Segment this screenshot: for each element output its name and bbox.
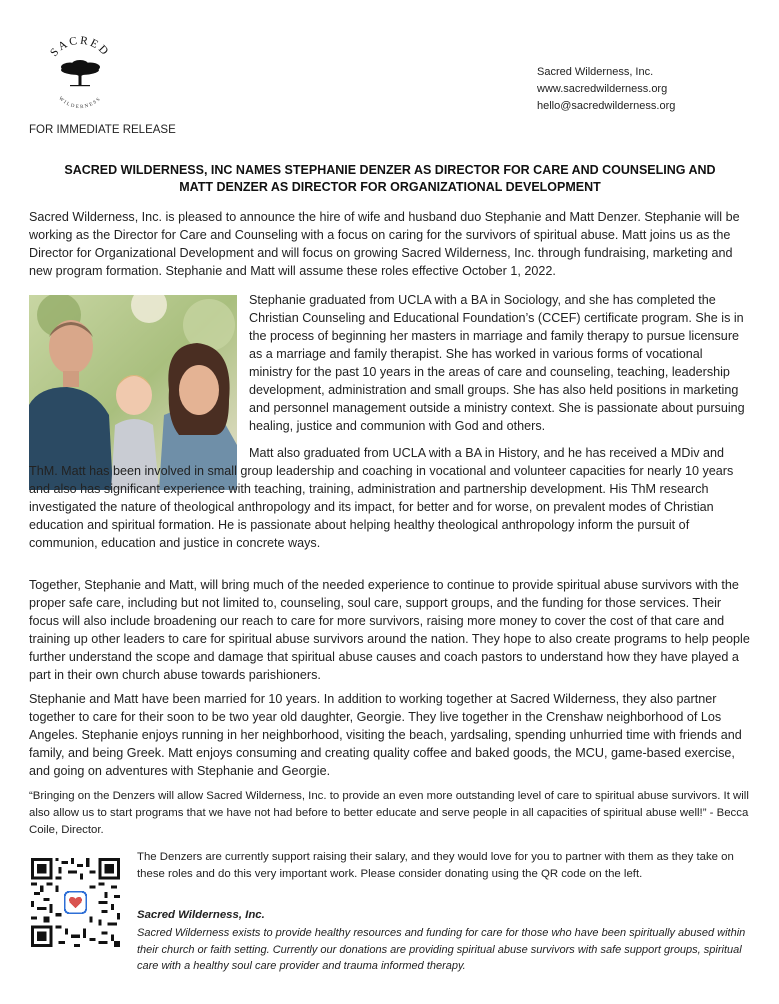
headline-line-2: MATT DENZER AS DIRECTOR FOR ORGANIZATIONAL DEVELOPMENT [179, 180, 601, 194]
contact-website-link[interactable]: www.sacredwilderness.org [537, 83, 668, 95]
logo-bottom-text: WILDERNESS [57, 96, 103, 111]
donation-qr-code[interactable] [31, 858, 120, 947]
contact-block [537, 64, 675, 115]
matt-paragraph: Matt also graduated from UCLA with a BA in History, and he has received a MDiv and ThM. Matt has been involved in small group leadership and coaching in vocational and volunteer capacities for nearly 10 years and also has significant experience with teaching, training, administration and partnership development. His ThM research investigated the nature of theological anthropology and its impact, for better and for worse, on prevalent modes of Christian education and spiritual formation. He is passionate about helping healthy theological anthropology inform the pursuit of communion, education and justice in concrete ways. [29, 446, 734, 550]
tree-icon [38, 30, 122, 112]
intro-paragraph: Sacred Wilderness, Inc. is pleased to announce the hire of wife and husband duo Stephanie and Matt Denzer. Stephanie will be working as the Director for Care and Counseling with a focus on caring for the survivors of spiritual abuse. Matt joins us as the Director for Organizational Development and will focus on growing Sacred Wilderness, Inc. through fundraising, marketing and new program formation. Stephanie and Matt will assume these roles effective October 1, 2022. [29, 210, 740, 278]
contact-email-link[interactable]: hello@sacredwilderness.org [537, 100, 676, 112]
director-quote: “Bringing on the Denzers will allow Sacred Wilderness, Inc. to provide an even more outstanding level of care to spiritual abuse survivors. It will also allow us to start programs that we have not had before to better educate and serve people in all capacities of spiritual abuse well!” - Becca Coile, Director. [29, 790, 749, 836]
release-label: FOR IMMEDIATE RELEASE [29, 124, 176, 136]
headline-line-1: SACRED WILDERNESS, INC NAMES STEPHANIE DENZER AS DIRECTOR FOR CARE AND COUNSELING AND [64, 163, 716, 177]
stephanie-paragraph: Stephanie graduated from UCLA with a BA in Sociology, and she has completed the Christian Counseling and Educational Foundation’s (CCEF) certificate program. She is in the process of beginning her masters in marriage and family therapy to pursue licensure as a marriage and family therapist. She has worked in various forms of vocational ministry for the past 10 years in the areas of care and counseling, teaching, leadership development, administration and small groups. She has also held positions in marketing and personnel management outside a ministry context. She is passionate about pursuing healing, justice and communion with God and others. [249, 293, 745, 433]
donation-appeal: The Denzers are currently support raising their salary, and they would love for you to partner with them as they take on these roles and do this very important work. Please consider donating using the QR code on the left. [137, 851, 734, 880]
footer-org-name: Sacred Wilderness, Inc. [137, 909, 265, 921]
sacred-wilderness-logo [38, 30, 122, 112]
logo-top-text: SACRED [48, 34, 112, 60]
contact-org: Sacred Wilderness, Inc. [537, 66, 654, 78]
family-paragraph: Stephanie and Matt have been married for 10 years. In addition to working together at Sacred Wilderness, they also partner together to care for their soon to be two year old daughter, Georgie. They live together in the Crenshaw neighborhood of Los Angeles. Stephanie enjoys running in her neighborhood, visiting the beach, yardsaling, spending unhurried time with friends and family, and being Greek. Matt enjoys consuming and creating quality coffee and baked goods, the MCU, game-based exercise, and going on adventures with Stephanie and Georgie. [29, 692, 742, 778]
footer-mission: Sacred Wilderness exists to provide healthy resources and funding for care for those who have been spiritually abused within their church or faith setting. Currently our donations are providing spiritual abuse survivors with safe support groups, spiritual care with a healthy soul care provider and trauma informed therapy. [137, 927, 746, 972]
headline [40, 162, 740, 196]
together-paragraph: Together, Stephanie and Matt, will bring much of the needed experience to continue to provide spiritual abuse survivors with the proper safe care, including but not limited to, counseling, soul care, support groups, and the funding for those services. Their focus will also include broadening our reach to care for more survivors, raising more money to cover the cost of that care and training up other leaders to care for spiritual abuse survivors around the nation. They hope to also create programs to help people further understand the scope and damage that spiritual abuse causes and coach pastors to understand how they have played a part in their own church abuse towards parishioners. [29, 578, 750, 682]
